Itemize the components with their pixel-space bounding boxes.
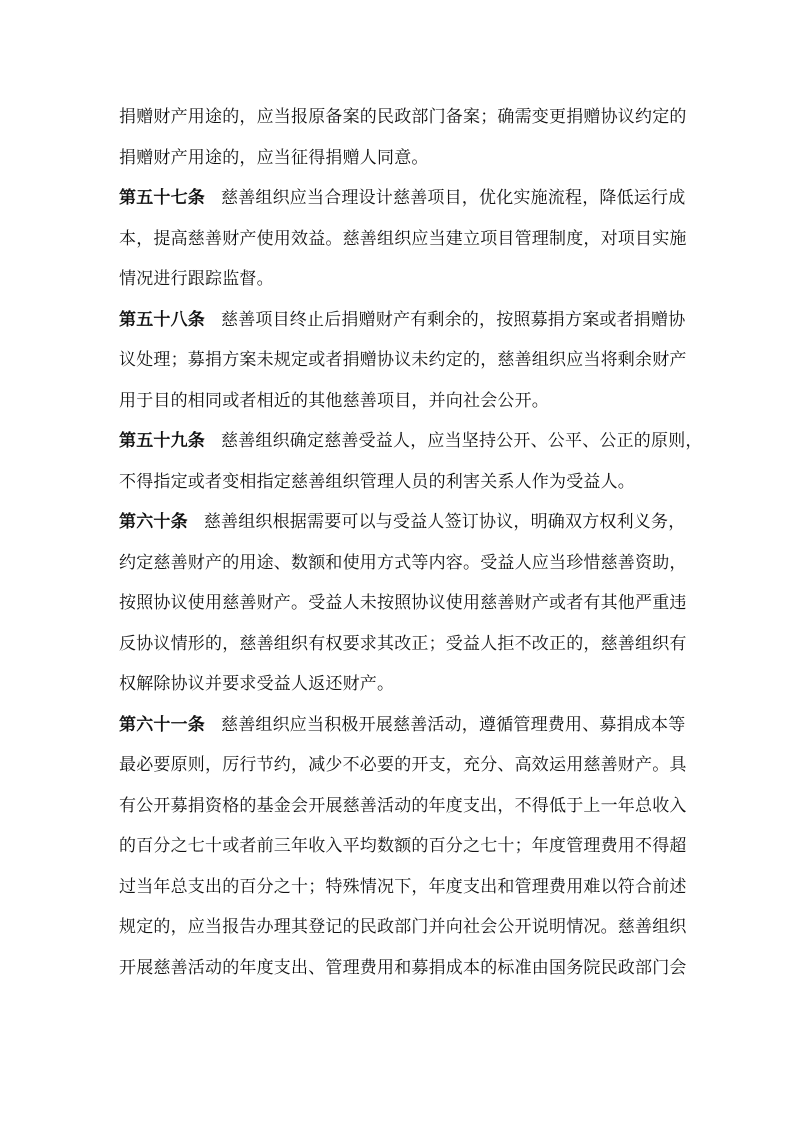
- paragraph-continuation: [119, 97, 687, 178]
- text-line: [119, 421, 703, 462]
- document-page: [119, 97, 703, 988]
- article-text: 慈善组织确定慈善受益人，应当坚持公开、公平、公正的原则，: [221, 431, 703, 451]
- article-number: 第六十一条: [119, 714, 205, 735]
- article-number: 第五十九条: [119, 431, 205, 451]
- text-line: 过当年总支出的百分之十；特殊情况下，年度支出和管理费用难以符合前述: [119, 876, 687, 897]
- text-line: 情况进行跟踪监督。: [119, 269, 274, 289]
- article-text: 慈善项目终止后捐赠财产有剩余的，按照募捐方案或者捐赠协: [221, 309, 686, 330]
- text-line: 按照协议使用慈善财产。受益人未按照协议使用慈善财产或者有其他严重违: [119, 593, 687, 613]
- article-text: 慈善组织根据需要可以与受益人签订协议，明确双方权利义务，: [203, 512, 686, 532]
- article-number: 第五十七条: [119, 188, 205, 208]
- article-61: [119, 705, 687, 989]
- article-60: [119, 502, 687, 705]
- text-line: 用于目的相同或者相近的其他慈善项目，并向社会公开。: [119, 390, 549, 411]
- text-line: [119, 502, 686, 543]
- text-line: [119, 300, 686, 341]
- article-number: 第五十八条: [119, 309, 205, 330]
- text-line: 议处理；募捐方案未规定或者捐赠协议未约定的，慈善组织应当将剩余财产: [119, 350, 687, 370]
- text-line: 不得指定或者变相指定慈善组织管理人员的利害关系人作为受益人。: [119, 471, 635, 492]
- text-line: 约定慈善财产的用途、数额和使用方式等内容。受益人应当珍惜慈善资助，: [119, 552, 687, 573]
- text-line: 最必要原则，厉行节约，减少不必要的开支，充分、高效运用慈善财产。具: [119, 755, 687, 775]
- text-line: 捐赠财产用途的，应当征得捐赠人同意。: [119, 147, 429, 168]
- text-line: [119, 705, 686, 746]
- article-number: 第六十条: [119, 512, 188, 532]
- text-line: 本，提高慈善财产使用效益。慈善组织应当建立项目管理制度，对项目实施: [119, 228, 687, 249]
- article-58: [119, 300, 687, 422]
- article-57: [119, 178, 687, 300]
- text-line: 反协议情形的，慈善组织有权要求其改正；受益人拒不改正的，慈善组织有: [119, 633, 687, 654]
- article-text: 慈善组织应当积极开展慈善活动，遵循管理费用、募捐成本等: [221, 714, 686, 735]
- text-line: 有公开募捐资格的基金会开展慈善活动的年度支出，不得低于上一年总收入: [119, 795, 687, 816]
- text-line: 规定的，应当报告办理其登记的民政部门并向社会公开说明情况。慈善组织: [119, 917, 687, 937]
- text-line: 权解除协议并要求受益人返还财产。: [119, 674, 395, 694]
- text-line: 捐赠财产用途的，应当报原备案的民政部门备案；确需变更捐赠协议约定的: [119, 107, 687, 127]
- text-line: 开展慈善活动的年度支出、管理费用和募捐成本的标准由国务院民政部门会: [119, 957, 687, 978]
- article-text: 慈善组织应当合理设计慈善项目，优化实施流程，降低运行成: [221, 188, 686, 208]
- article-59: [119, 421, 703, 502]
- text-line: 的百分之七十或者前三年收入平均数额的百分之七十；年度管理费用不得超: [119, 836, 687, 856]
- text-line: [119, 178, 686, 219]
